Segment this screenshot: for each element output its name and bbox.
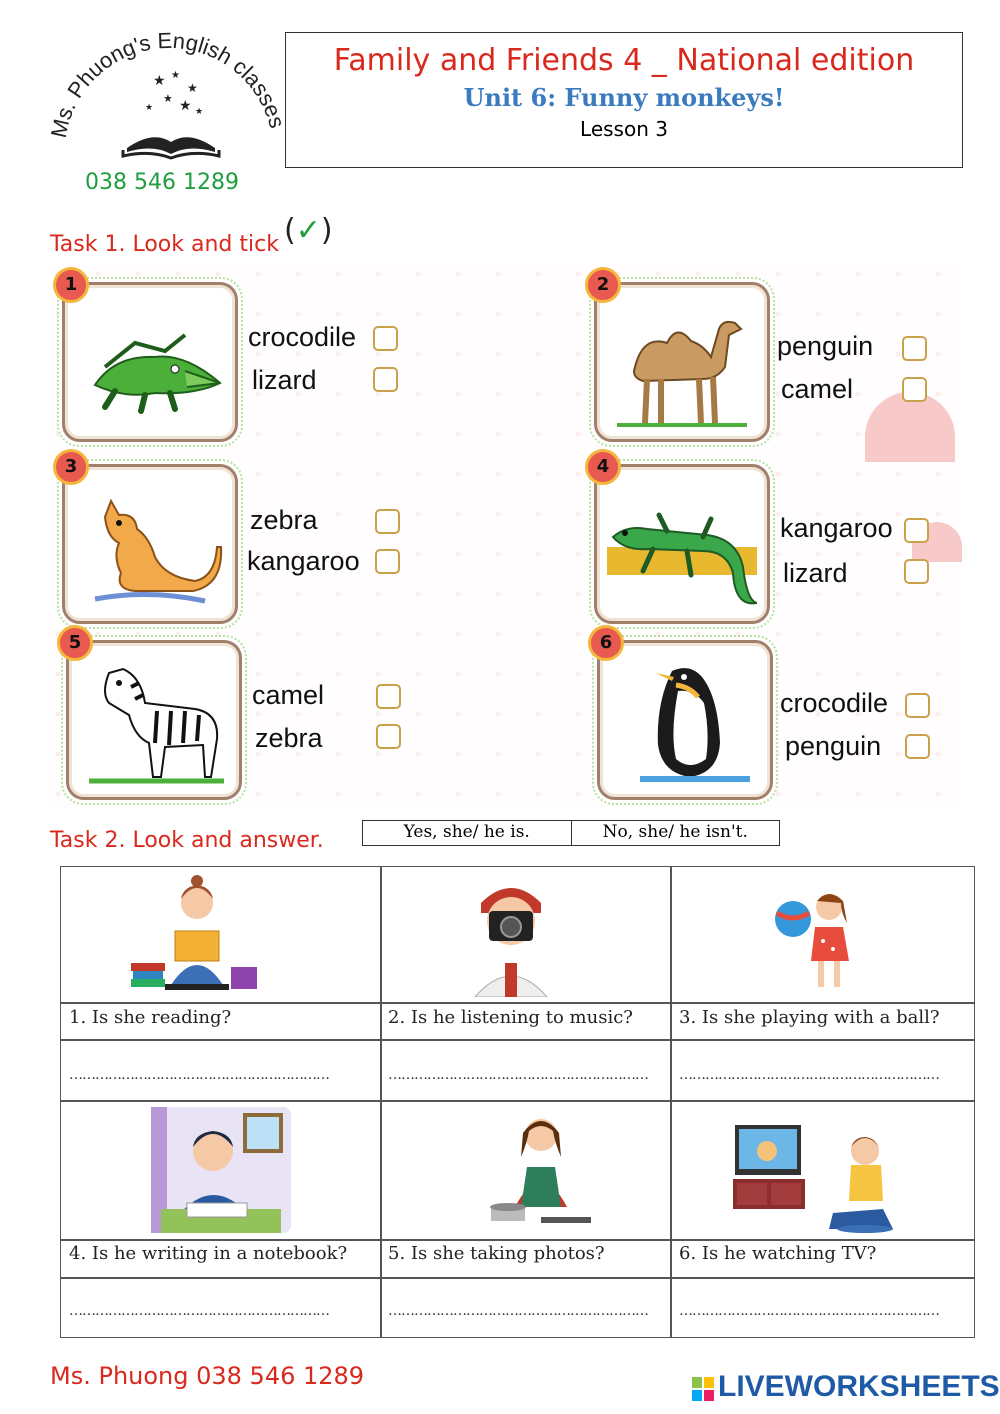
svg-text:★: ★ [163,93,173,105]
question-6: 6. Is he watching TV? [679,1243,877,1264]
card-number: 4 [585,449,621,485]
card-number: 1 [53,267,89,303]
checkbox-1-crocodile[interactable] [373,326,398,351]
animal-card-2 [594,274,770,442]
card-number: 2 [585,267,621,303]
checkbox-4-kangaroo[interactable] [904,518,929,543]
logo [45,30,285,170]
option-label: penguin [785,731,882,761]
option-label: kangaroo [780,513,893,543]
checkbox-6-penguin[interactable] [905,734,930,759]
question-5: 5. Is she taking photos? [388,1243,605,1264]
svg-text:★: ★ [171,70,180,81]
animal-card-6 [597,632,773,800]
svg-text:★: ★ [187,81,198,95]
boy-writing-icon [151,1107,291,1233]
option-label: penguin [777,331,874,361]
checkbox-3-zebra[interactable] [375,509,400,534]
answer-yes: Yes, she/ he is. [363,821,572,845]
boy-tv-icon [733,1119,903,1233]
task1-title: Task 1. Look and tick [50,232,279,257]
boy-camera-icon [461,873,561,997]
checkbox-5-camel[interactable] [376,684,401,709]
option-label: crocodile [780,688,889,718]
answer-line-5[interactable]: …………………………………………………… [388,1303,648,1319]
svg-text:★: ★ [195,106,204,116]
option-label: lizard [783,558,848,588]
option-label: zebra [250,505,318,535]
answer-line-4[interactable]: …………………………………………………… [69,1303,329,1319]
svg-text:★: ★ [179,97,192,113]
girl-reading-icon [131,873,261,997]
brand-text: LIVEWORKSHEETS [718,1370,1000,1403]
logo-text: Ms. Phuong's English classe [45,30,285,140]
animal-card-5 [66,632,242,800]
question-2: 2. Is he listening to music? [388,1007,633,1028]
penguin-icon [610,653,760,788]
tick-icon: (✓) [284,213,333,248]
header-phone: 038 546 1289 [85,170,239,195]
checkbox-3-kangaroo[interactable] [375,549,400,574]
question-1: 1. Is she reading? [69,1007,232,1028]
animal-card-3 [62,456,238,624]
checkbox-6-crocodile[interactable] [905,693,930,718]
checkbox-2-camel[interactable] [902,377,927,402]
question-3: 3. Is she playing with a ball? [679,1007,940,1028]
answer-options [362,820,780,846]
answer-no: No, she/ he isn't. [602,822,748,842]
svg-text:★: ★ [153,72,166,88]
question-table [60,866,975,1338]
girl-ball-icon [771,883,861,993]
woman-cooking-icon [481,1107,601,1233]
crocodile-icon [75,295,225,430]
option-label: zebra [255,723,323,753]
answer-line-6[interactable]: …………………………………………………… [679,1303,939,1319]
tick-symbol: ✓ [295,213,321,248]
book-icon [123,137,219,158]
kangaroo-icon [75,477,225,612]
option-label: lizard [252,365,317,395]
checkbox-2-penguin[interactable] [902,336,927,361]
answer-line-1[interactable]: …………………………………………………… [69,1067,329,1083]
footer-brand [692,1370,1000,1404]
footer-credit: Ms. Phuong 038 546 1289 [50,1362,365,1390]
checkbox-1-lizard[interactable] [373,367,398,392]
svg-text:★: ★ [145,102,154,112]
lizard-icon [607,477,757,612]
checkbox-5-zebra[interactable] [376,724,401,749]
option-label: camel [252,680,325,710]
camel-icon [607,295,757,430]
lesson-title: Lesson 3 [580,117,668,141]
question-4: 4. Is he writing in a notebook? [69,1243,348,1264]
zebra-icon [79,653,229,788]
answer-line-3[interactable]: …………………………………………………… [679,1067,939,1083]
card-number: 6 [588,625,624,661]
answer-line-2[interactable]: …………………………………………………… [388,1067,648,1083]
title-box [285,32,963,168]
card-number: 3 [53,449,89,485]
task2-title: Task 2. Look and answer. [50,828,324,853]
card-number: 5 [57,625,93,661]
option-label: camel [781,374,854,404]
unit-title: Unit 6: Funny monkeys! [463,83,785,112]
option-label: kangaroo [247,546,360,576]
checkbox-4-lizard[interactable] [904,559,929,584]
book-title: Family and Friends 4 _ National edition [333,43,915,78]
option-label: crocodile [248,322,357,352]
animal-card-1 [62,274,238,442]
animal-card-4 [594,456,770,624]
